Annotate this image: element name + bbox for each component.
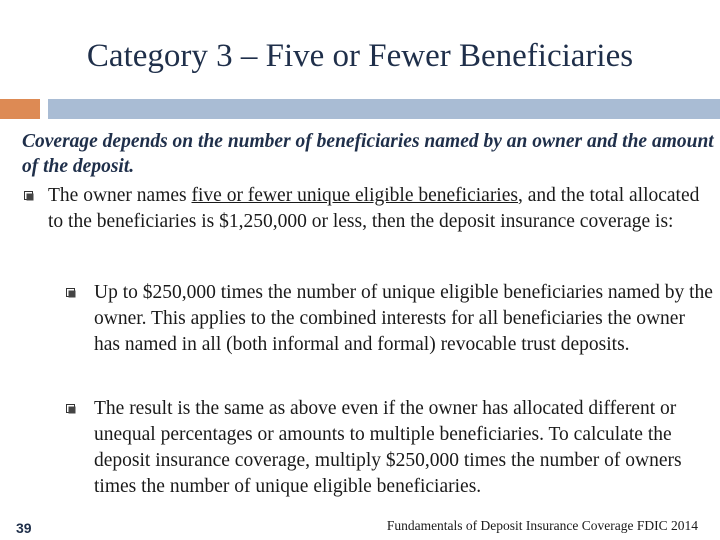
bullet-1-text-start: The owner names — [48, 185, 192, 206]
sub-bullet-item-2 — [94, 396, 714, 500]
intro-text: Coverage depends on the number of beneficiaries named by an owner and the amount of the deposit. — [22, 131, 714, 177]
square-bullet-icon — [24, 191, 34, 201]
square-bullet-icon — [66, 404, 76, 414]
bullet-1-text-end: , and the total allocated to the beneficiaries is $1,250,000 or less, then the deposit insurance coverage is: — [48, 185, 700, 232]
accent-bar-right — [48, 99, 720, 119]
sub-bullet-item-1 — [94, 280, 714, 358]
bullet-1-underlined-text: five or fewer unique eligible beneficiaries — [191, 185, 518, 206]
slide-number: 39 — [16, 520, 32, 536]
slide-title: Category 3 – Five or Fewer Beneficiaries — [86, 38, 634, 74]
bullet-item-1 — [48, 183, 712, 235]
accent-bar-left — [0, 99, 40, 119]
sub-bullet-2-text: The result is the same as above even if the owner has allocated different or unequal percentages or amounts to multiple beneficiaries. To calculate the deposit insurance coverage, multiply $250,000 times the number of owners times the number of unique eligible beneficiaries. — [94, 398, 682, 497]
footer-text: Fundamentals of Deposit Insurance Coverage FDIC 2014 — [386, 518, 698, 533]
sub-bullet-1-text: Up to $250,000 times the number of unique eligible beneficiaries named by the owner. This applies to the combined interests for all beneficiaries the owner has named in all (both informal and formal) revocable trust deposits. — [94, 282, 713, 355]
square-bullet-icon — [66, 288, 76, 298]
